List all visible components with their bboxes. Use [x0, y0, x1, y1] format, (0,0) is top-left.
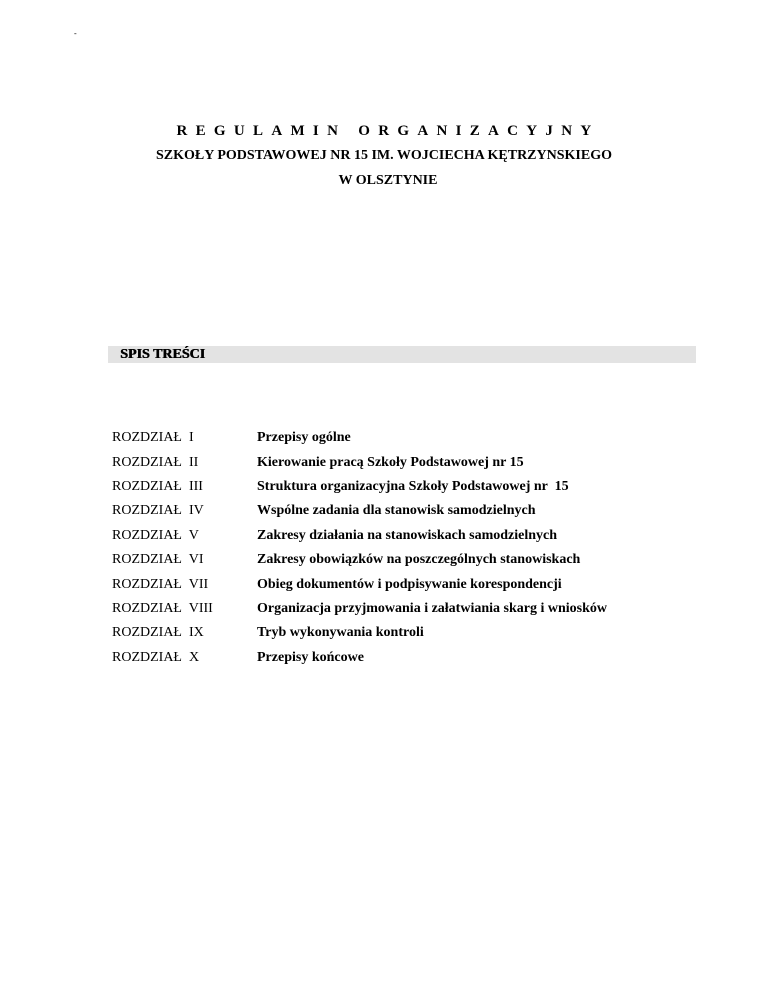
toc-item: [112, 572, 712, 596]
toc-item: [112, 499, 712, 523]
toc-chapter-title: Obieg dokumentów i podpisywanie korespondencji: [257, 576, 562, 592]
toc-chapter-title: Kierowanie pracą Szkoły Podstawowej nr 15: [257, 454, 524, 470]
toc-chapter-title: Organizacja przyjmowania i załatwiania skarg i wniosków: [257, 600, 607, 616]
school-city: W OLSZTYNIE: [338, 173, 438, 188]
corner-mark: -: [74, 29, 77, 38]
toc-chapter-title: Tryb wykonywania kontroli: [257, 625, 424, 641]
toc-item: [112, 621, 712, 645]
document-title: REGULAMIN ORGANIZACYJNY: [176, 123, 600, 139]
toc-chapter-title: Wspólne zadania dla stanowisk samodzielnych: [257, 503, 536, 519]
toc-item: [112, 646, 712, 670]
document-header: [0, 121, 768, 190]
toc-item: [112, 450, 712, 474]
toc-item: [112, 597, 712, 621]
toc-heading-bar: [108, 346, 696, 363]
toc-chapter-label: ROZDZIAŁ IV: [112, 503, 204, 519]
table-of-contents: [112, 426, 712, 670]
toc-chapter-label: ROZDZIAŁ VII: [112, 576, 209, 592]
toc-chapter-title: Przepisy ogólne: [257, 430, 351, 446]
toc-chapter-label: ROZDZIAŁ VIII: [112, 600, 213, 616]
toc-item: [112, 524, 712, 548]
toc-heading: SPIS TREŚCI: [120, 347, 205, 362]
toc-chapter-title: Przepisy końcowe: [257, 649, 364, 665]
toc-item: [112, 426, 712, 450]
toc-chapter-label: ROZDZIAŁ II: [112, 454, 199, 470]
toc-chapter-label: ROZDZIAŁ I: [112, 430, 194, 446]
toc-chapter-title: Struktura organizacyjna Szkoły Podstawowej nr 15: [257, 478, 569, 494]
toc-chapter-label: ROZDZIAŁ III: [112, 478, 203, 494]
toc-chapter-title: Zakresy działania na stanowiskach samodzielnych: [257, 527, 558, 543]
toc-item: [112, 475, 712, 499]
toc-chapter-label: ROZDZIAŁ VI: [112, 552, 204, 568]
school-name: SZKOŁY PODSTAWOWEJ NR 15 IM. WOJCIECHA KĘTRZYNSKIEGO: [156, 148, 612, 163]
toc-chapter-title: Zakresy obowiązków na poszczególnych stanowiskach: [257, 552, 581, 568]
toc-chapter-label: ROZDZIAŁ IX: [112, 625, 204, 641]
toc-chapter-label: ROZDZIAŁ X: [112, 649, 200, 665]
toc-chapter-label: ROZDZIAŁ V: [112, 527, 199, 543]
toc-item: [112, 548, 712, 572]
